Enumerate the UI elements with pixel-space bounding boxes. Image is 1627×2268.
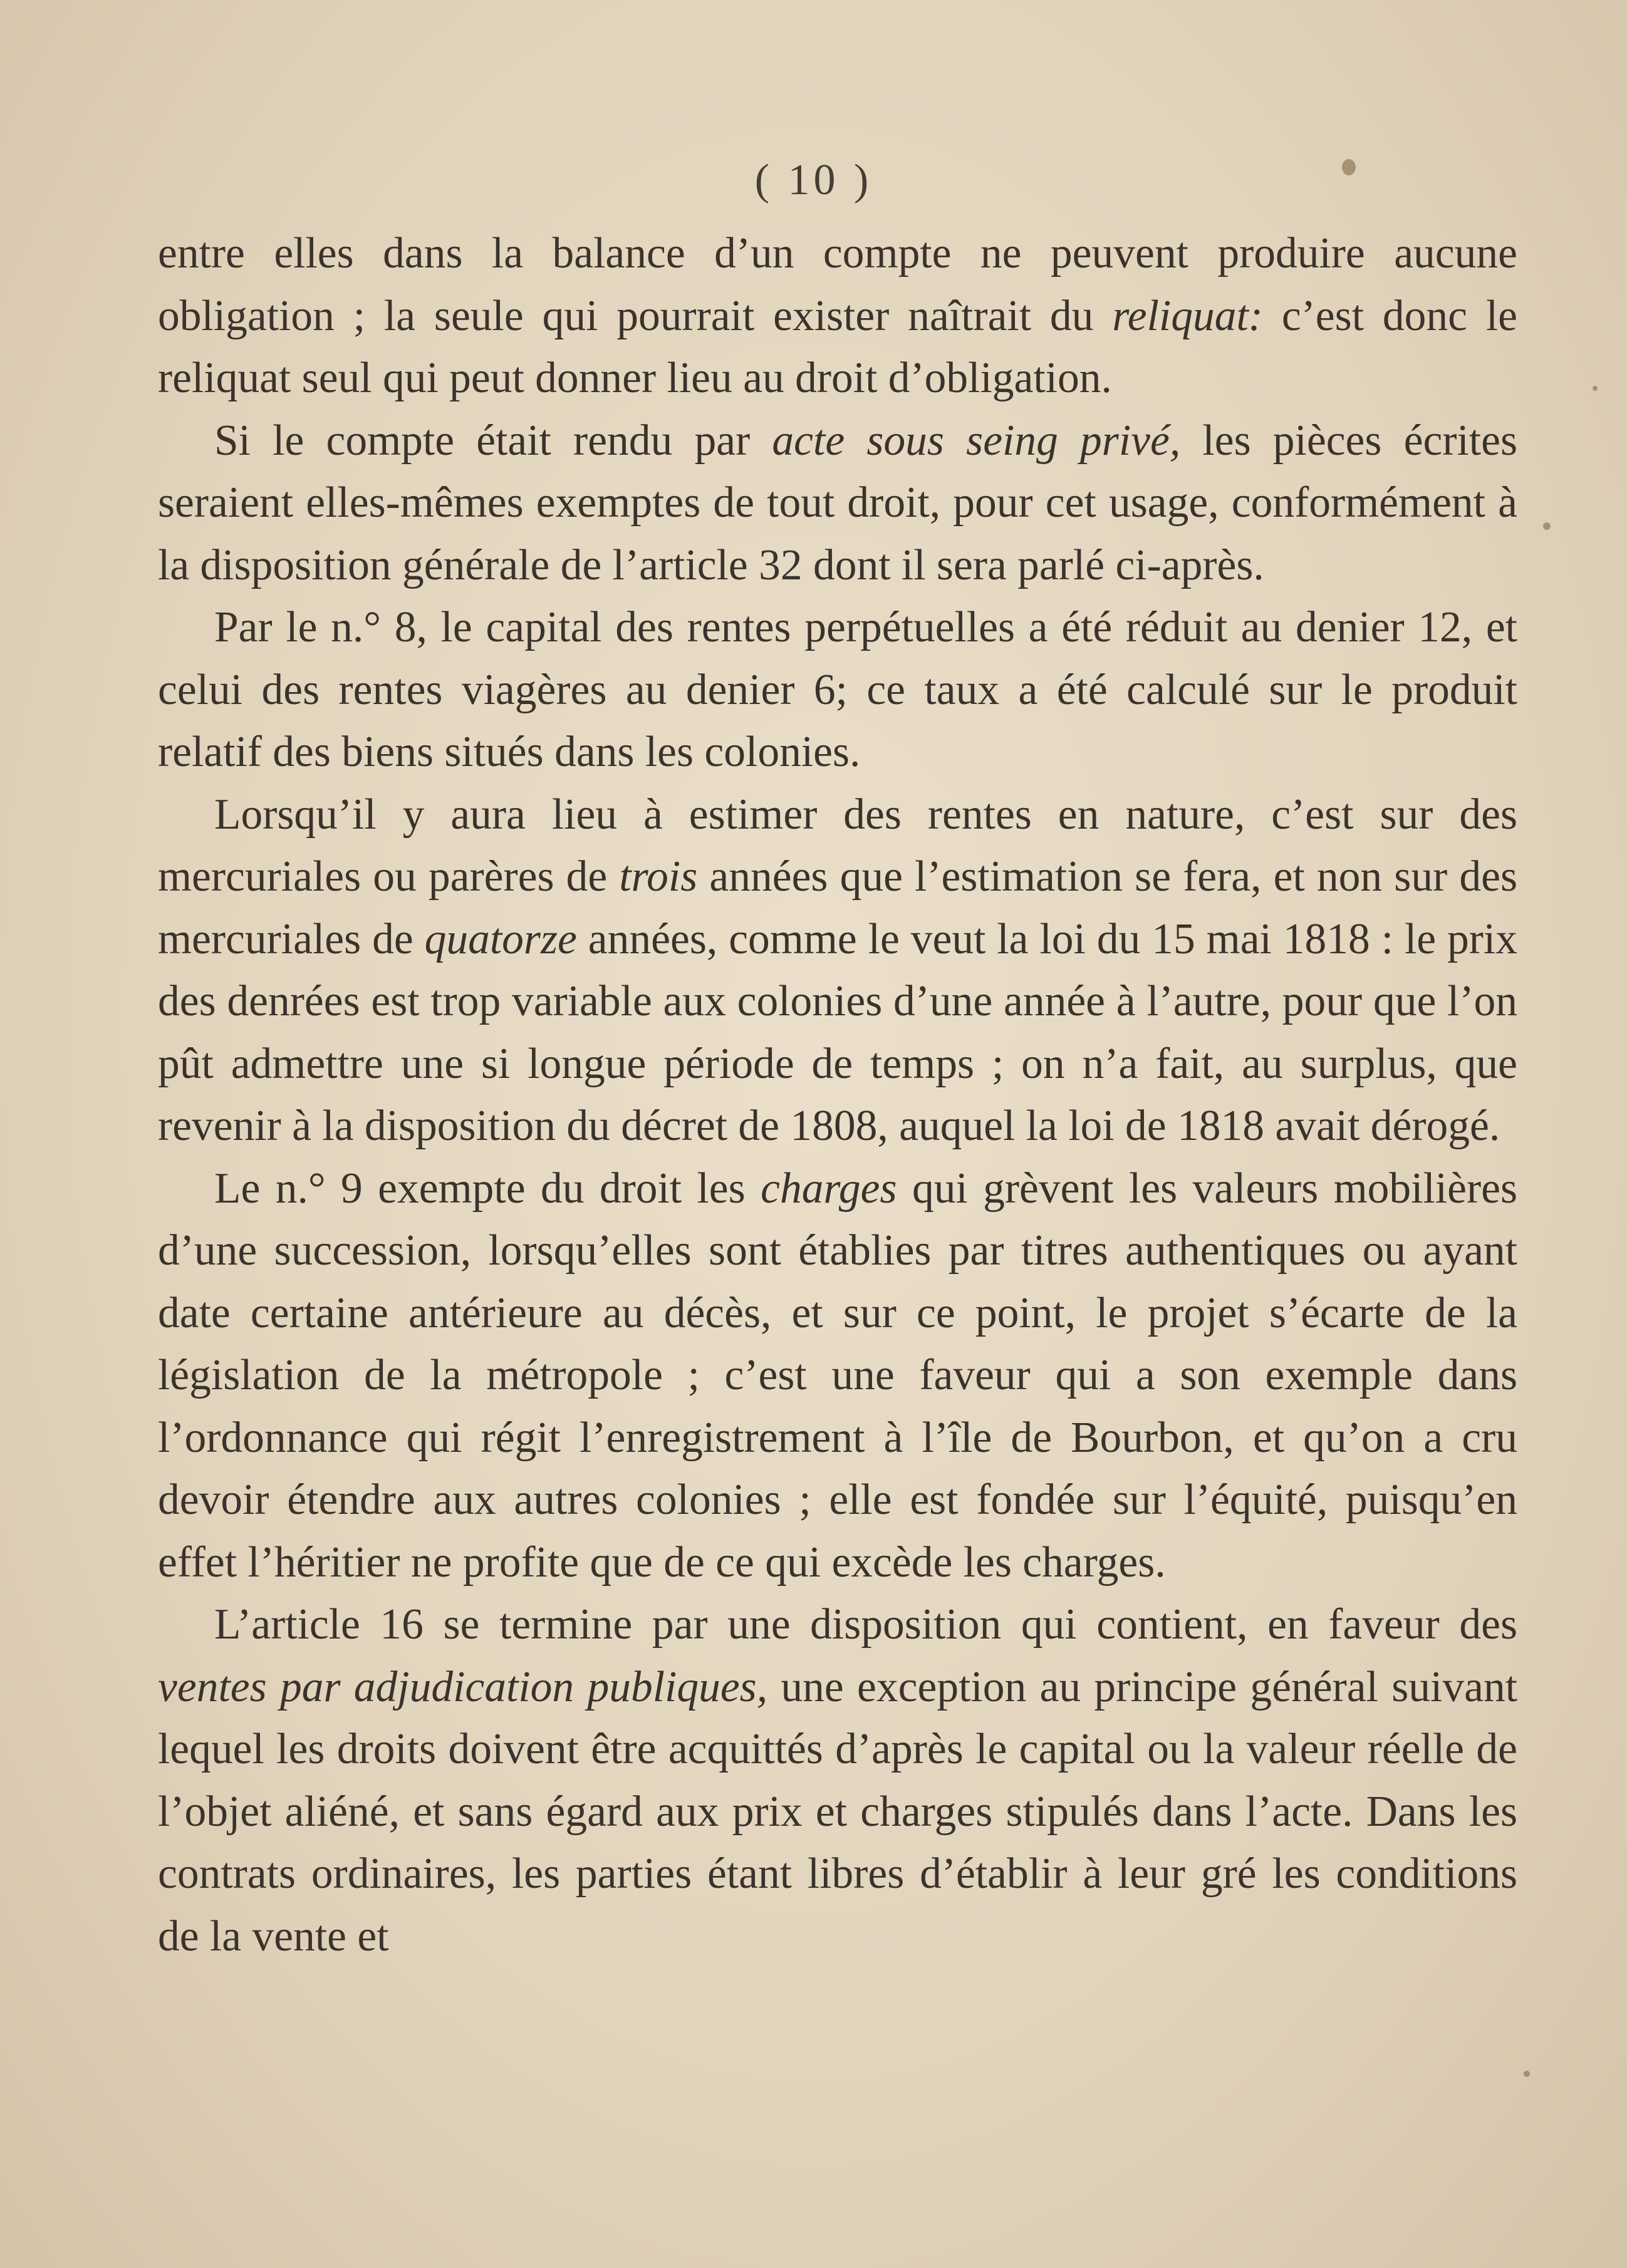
body-text bbox=[158, 222, 1517, 1967]
ink-spot bbox=[1543, 522, 1551, 530]
text-segment: les pièces écrites seraient elles-mêmes exemptes de tout droit, pour cet usage, conformément à la disposition générale de l’article 32 dont il sera parlé ci-après. bbox=[158, 416, 1517, 589]
paragraph bbox=[158, 1157, 1517, 1594]
text-segment: une exception au principe général suivant lequel les droits doivent être acquittés d’après le capital ou la valeur réelle de l’objet aliéné, et sans égard aux prix et charges stipulés dans l’acte. Dans les contrats ordinaires, les parties étant libres d’établir à leur gré les conditions de la vente et bbox=[158, 1662, 1517, 1960]
paragraph bbox=[158, 784, 1517, 1157]
ink-spot bbox=[1524, 2071, 1530, 2077]
text-segment: années, comme le veut la loi du 15 mai 1818 : le prix des denrées est trop variable aux colonies d’une année à l’autre, pour que l’on pût admettre une si longue période de temps ; on n’a fait, au surplus, que revenir à la disposition du décret de 1808, auquel la loi de 1818 avait dérogé. bbox=[158, 914, 1517, 1150]
italic-text: trois bbox=[619, 852, 698, 901]
text-segment: Si le compte était rendu par bbox=[214, 416, 772, 465]
paragraph bbox=[158, 410, 1517, 597]
paragraph bbox=[158, 222, 1517, 410]
text-segment: Le n.° 9 exempte du droit les bbox=[214, 1164, 761, 1213]
italic-text: quatorze bbox=[424, 914, 577, 963]
italic-text: reliquat: bbox=[1112, 291, 1263, 340]
italic-text: acte sous seing privé, bbox=[772, 416, 1181, 465]
text-segment: entre elles dans la balance d’un compte ne peuvent produire aucune obligation ; la seule qui pourrait exister naîtrait du bbox=[158, 229, 1517, 340]
italic-text: charges bbox=[761, 1164, 897, 1213]
paragraph bbox=[158, 596, 1517, 784]
text-segment: c’est donc le reliquat seul qui peut donner lieu au droit d’obligation. bbox=[158, 291, 1518, 402]
page-number: ( 10 ) bbox=[754, 156, 873, 204]
paragraph bbox=[158, 1593, 1517, 1967]
text-segment: Par le n.° 8, le capital des rentes perpétuelles a été réduit au denier 12, et celui des rentes viagères au denier 6; ce taux a été calculé sur le produit relatif des biens situés dans les colonies. bbox=[158, 603, 1517, 776]
text-segment: L’article 16 se termine par une disposition qui contient, en faveur des bbox=[214, 1600, 1517, 1649]
italic-text: ventes par adjudication publiques, bbox=[158, 1662, 768, 1711]
text-segment: années que l’estimation se fera, et non sur des mercuriales de bbox=[158, 852, 1517, 963]
ink-spot bbox=[1593, 386, 1598, 391]
text-segment: qui grèvent les valeurs mobilières d’une succession, lorsqu’elles sont établies par titres authentiques ou ayant date certaine antérieure au décès, et sur ce point, le projet s’écarte de la législation de la métropole ; c’est une faveur qui a son exemple dans l’ordonnance qui régit l’enregistrement à l’île de Bourbon, et qu’on a cru devoir étendre aux autres colonies ; elle est fondée sur l’équité, puisqu’en effet l’héritier ne profite que de ce qui excède les charges. bbox=[158, 1164, 1517, 1587]
text-segment: Lorsqu’il y aura lieu à estimer des rentes en nature, c’est sur des mercuriales ou parères de bbox=[158, 790, 1517, 901]
